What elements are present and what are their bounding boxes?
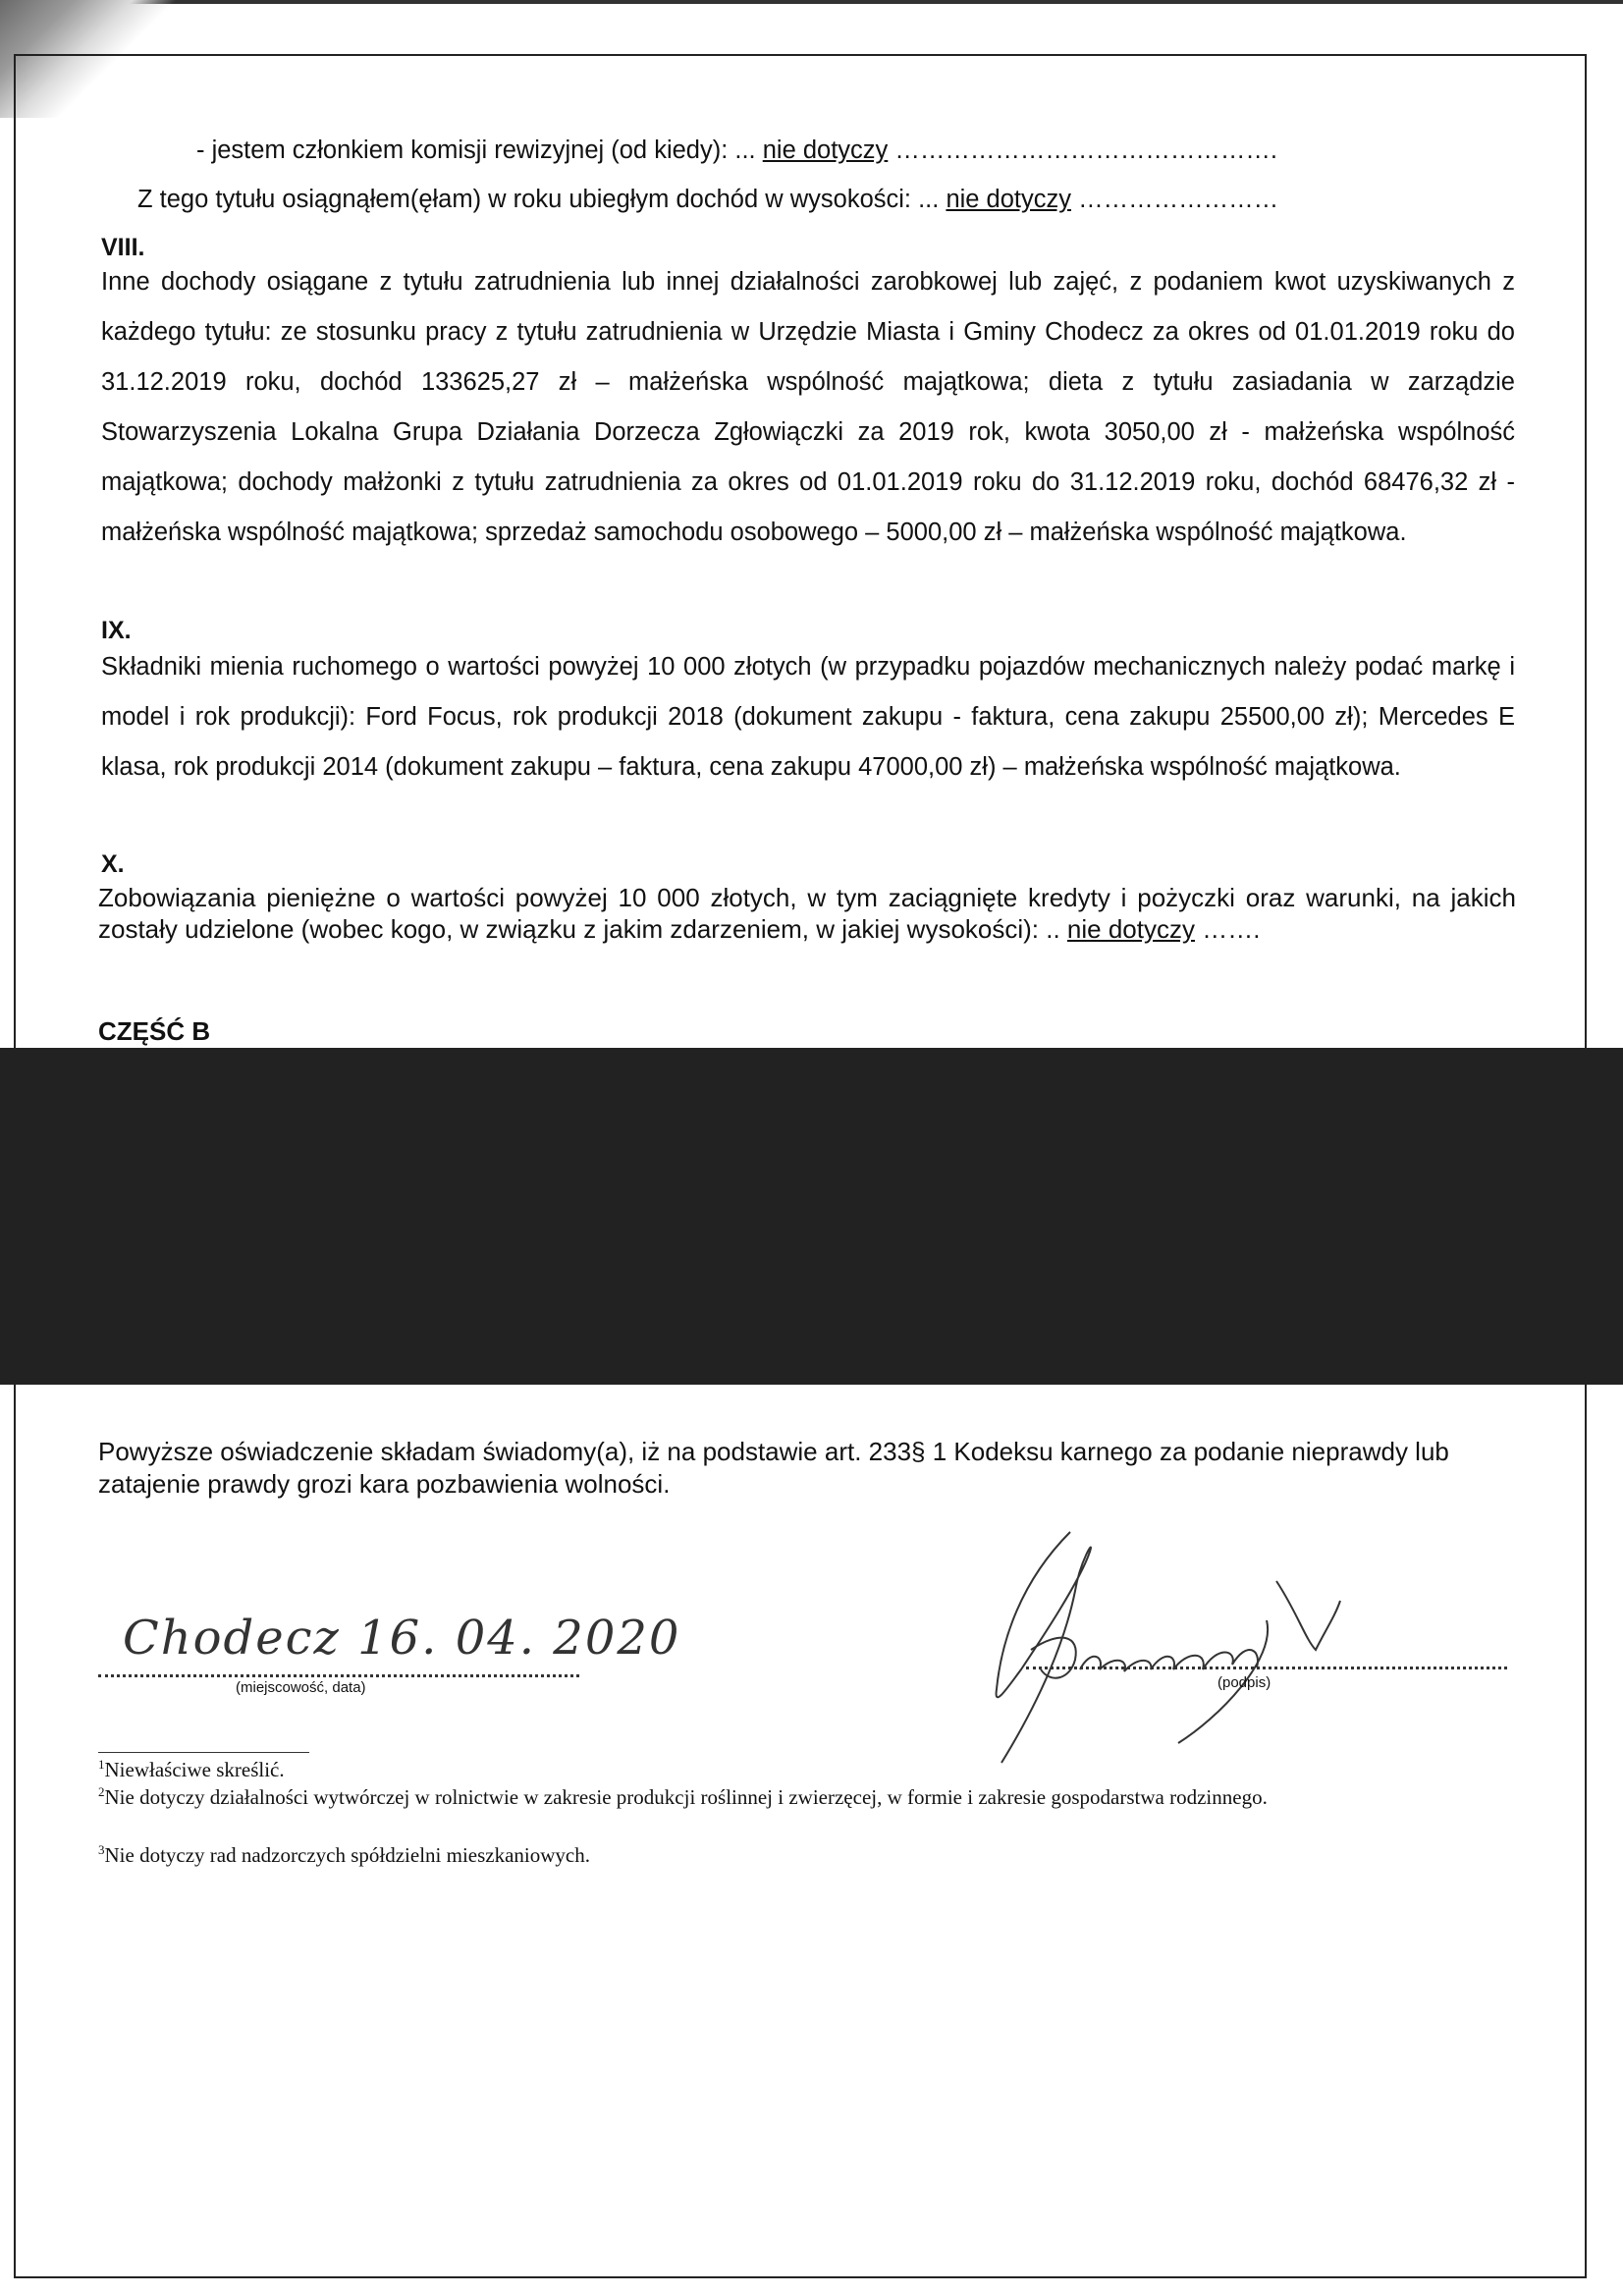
statement-text: Powyższe oświadczenie składam świadomy(a), iż na podstawie art. 233§ 1 Kodeksu karnego za podanie nieprawdy lub zatajenie prawdy grozi kara pozbawienia wolności.: [98, 1437, 1449, 1499]
section-ix-heading: IX.: [101, 617, 132, 644]
place-date-line: [98, 1674, 579, 1677]
place-date-caption: (miejscowość, data): [236, 1679, 366, 1696]
section-ix-text: Składniki mienia ruchomego o wartości powyżej 10 000 złotych (w przypadku pojazdów mechanicznych należy podać markę i model i rok produkcji): Ford Focus, rok produkcji 2018 (dokument zakupu - faktura, cena zakupu 25500,00 zł); Mercedes E klasa, rok produkcji 2014 (dokument zakupu – faktura, cena zakupu 47000,00 zł) – małżeńska wspólność majątkowa.: [101, 653, 1515, 781]
section-viii-text: Inne dochody osiągane z tytułu zatrudnienia lub innej działalności zarobkowej lub zajęć, z podaniem kwot uzyskiwanych z każdego tytułu: ze stosunku pracy z tytułu zatrudnienia w Urzędzie Miasta i Gminy Chodecz za okres od 01.01.2019 roku do 31.12.2019 roku, dochód 133625,27 zł – małżeńska wspólność majątkowa; dieta z tytułu zasiadania w zarządzie Stowarzyszenia Lokalna Grupa Działania Dorzecza Zgłowiączki za 2019 rok, kwota 3050,00 zł - małżeńska wspólność majątkowa; dochody małżonki z tytułu zatrudnienia za okres od 01.01.2019 roku do 31.12.2019 roku, dochód 68476,32 zł - małżeńska wspólność majątkowa; sprzedaż samochodu osobowego – 5000,00 zł – małżeńska wspólność majątkowa.: [101, 268, 1515, 546]
handwritten-signature: [982, 1522, 1434, 1768]
footnote-1: $^1$Niewłaściwe skreślić.: [98, 1757, 285, 1781]
scan-top-edge: [0, 0, 1623, 4]
section-x-heading: X.: [101, 850, 125, 878]
signature-caption: (podpis): [1217, 1674, 1271, 1691]
footnote-2: $^2$Nie dotyczy działalności wytwórczej w rolnictwie w zakresie produkcji roślinnej i zwierzęcej, w formie i zakresie gospodarstwa rodzinnego.: [98, 1784, 1268, 1809]
audit-answer: nie dotyczy: [762, 137, 889, 164]
section-x-answer: nie dotyczy: [1066, 914, 1195, 944]
part-b-heading: CZĘŚĆ B: [98, 1016, 211, 1046]
section-viii-heading: VIII.: [101, 234, 145, 261]
audit-income-line: Z tego tytułu osiągnąłem(ęłam) w roku ubiegłym dochód w wysokości: ... nie dotyczy ……………………: [137, 186, 1279, 213]
redaction-block: [0, 1048, 1623, 1385]
section-x-text: Zobowiązania pieniężne o wartości powyżej 10 000 złotych, w tym zaciągnięte kredyty i pożyczki oraz warunki, na jakich zostały udzielone (wobec kogo, w związku z jakim zdarzeniem, w jakiej wysokości): .. nie dotyczy …….: [98, 883, 1516, 944]
income-answer: nie dotyczy: [946, 186, 1071, 213]
footnote-separator: [98, 1752, 309, 1753]
signature-line: [1026, 1667, 1507, 1669]
handwritten-place-date: Chodecz 16. 04. 2020: [123, 1611, 681, 1666]
audit-committee-line: - jestem członkiem komisji rewizyjnej (od kiedy): ... nie dotyczy ……………………………………….: [196, 137, 1277, 164]
footnote-3: $^3$Nie dotyczy rad nadzorczych spółdzielni mieszkaniowych.: [98, 1842, 590, 1867]
